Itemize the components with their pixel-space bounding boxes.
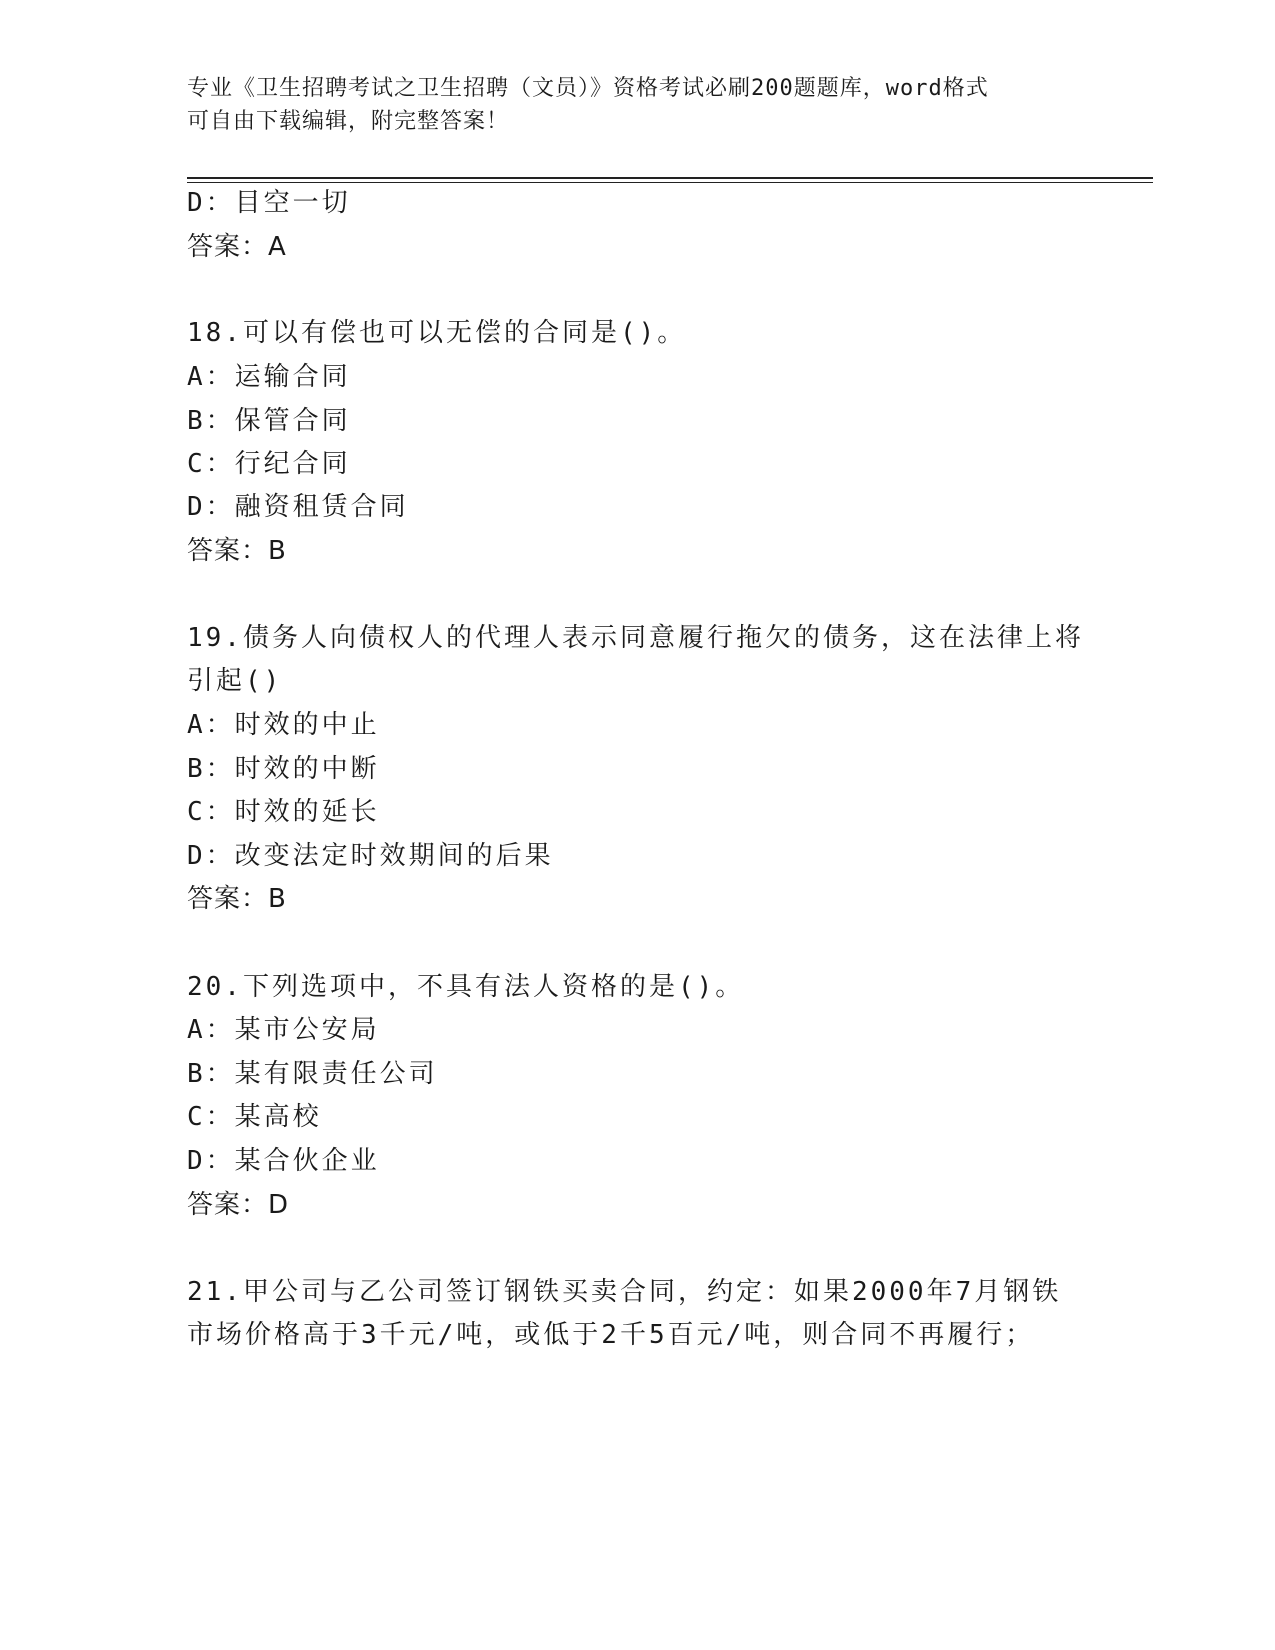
option-d: D：目空一切 bbox=[187, 188, 351, 218]
option-d: D：某合伙企业 bbox=[187, 1146, 380, 1176]
header-title-line-2: 可自由下载编辑，附完整答案！ bbox=[187, 109, 510, 134]
option-b: B：时效的中断 bbox=[187, 754, 380, 784]
option-a: A：时效的中止 bbox=[187, 710, 380, 740]
option-c: C：时效的延长 bbox=[187, 797, 380, 827]
option-d: D：融资租赁合同 bbox=[187, 492, 409, 522]
header-divider-thick bbox=[187, 177, 1153, 179]
option-c: C：某高校 bbox=[187, 1102, 322, 1132]
question-stem: 20.下列选项中，不具有法人资格的是()。 bbox=[187, 972, 745, 1002]
option-c: C：行纪合同 bbox=[187, 449, 351, 479]
page-header bbox=[187, 72, 1067, 138]
answer-line: 答案：A bbox=[187, 232, 287, 262]
option-a: A：某市公安局 bbox=[187, 1015, 380, 1045]
option-b: B：保管合同 bbox=[187, 406, 351, 436]
answer-line: 答案：D bbox=[187, 1190, 290, 1220]
answer-line: 答案：B bbox=[187, 884, 287, 914]
answer-line: 答案：B bbox=[187, 536, 287, 566]
question-stem-continued: 市场价格高于3千元/吨，或低于2千5百元/吨，则合同不再履行； bbox=[187, 1320, 1035, 1350]
question-stem: 18.可以有偿也可以无偿的合同是()。 bbox=[187, 318, 687, 348]
option-b: B：某有限责任公司 bbox=[187, 1059, 438, 1089]
header-divider-thin bbox=[187, 182, 1153, 183]
option-a: A：运输合同 bbox=[187, 362, 351, 392]
question-stem-continued: 引起() bbox=[187, 666, 283, 696]
header-title-line-1: 专业《卫生招聘考试之卫生招聘（文员）》资格考试必刷200题题库，word格式 bbox=[187, 76, 989, 101]
question-stem: 21.甲公司与乙公司签订钢铁买卖合同，约定：如果2000年7月钢铁 bbox=[187, 1277, 1062, 1307]
option-d: D：改变法定时效期间的后果 bbox=[187, 841, 554, 871]
question-stem: 19.债务人向债权人的代理人表示同意履行拖欠的债务，这在法律上将 bbox=[187, 623, 1084, 653]
